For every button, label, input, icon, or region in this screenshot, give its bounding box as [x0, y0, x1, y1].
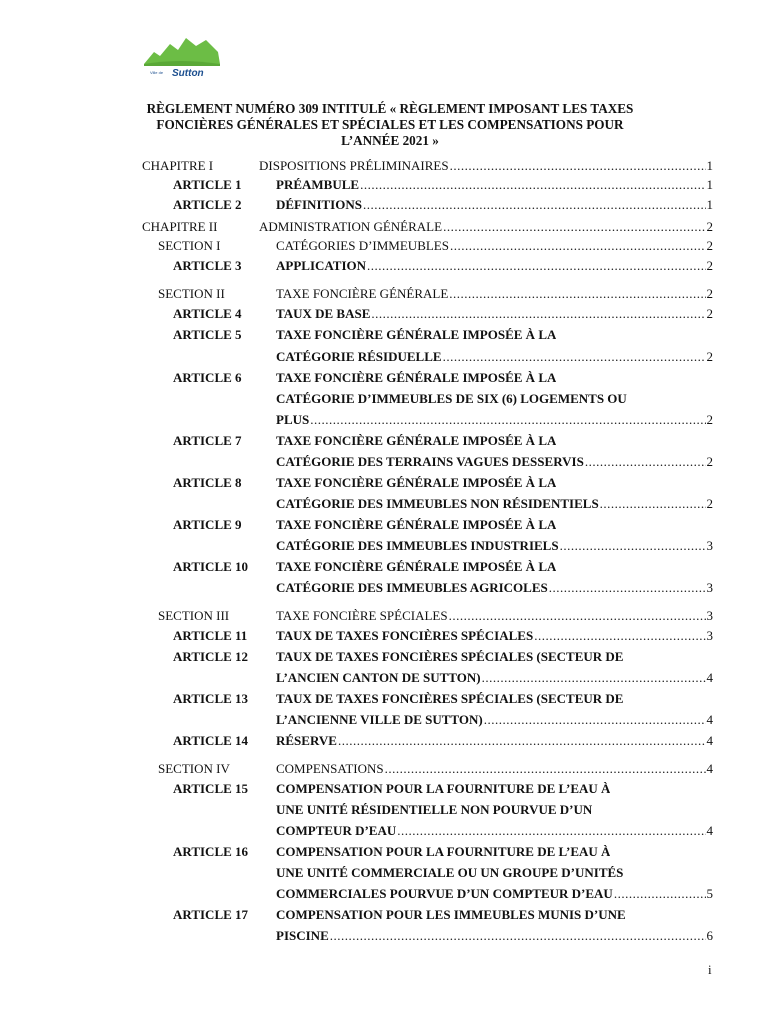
toc-leader-dots [560, 537, 706, 555]
toc-row [0, 558, 770, 576]
toc-row [0, 369, 770, 387]
toc-row [0, 537, 770, 555]
toc-page-number: 1 [706, 158, 713, 173]
toc-leader-dots [482, 669, 706, 687]
toc-entry[interactable] [276, 305, 713, 323]
toc-entry-title: TAXE FONCIÈRE GÉNÉRALE IMPOSÉE À LA [276, 433, 557, 448]
toc-leader-dots [614, 885, 706, 903]
toc-row [0, 648, 770, 666]
toc-row [0, 390, 770, 408]
toc-label: ARTICLE 13 [173, 691, 249, 706]
toc-leader-dots [397, 822, 705, 840]
toc-row [0, 432, 770, 450]
toc-entry-title: COMMERCIALES POURVUE D’UN COMPTEUR D’EAU [276, 886, 613, 901]
toc-page-number: 2 [706, 219, 713, 234]
toc-entry[interactable] [276, 453, 713, 471]
toc-entry-title: COMPENSATIONS [276, 761, 384, 776]
toc-page-number: 4 [706, 823, 713, 838]
toc-label: ARTICLE 15 [173, 781, 249, 796]
toc-leader-dots [449, 607, 706, 625]
toc-page-number: 2 [706, 454, 713, 469]
toc-label: ARTICLE 7 [173, 433, 242, 448]
toc-page-number: 3 [706, 538, 713, 553]
toc-page-number: 5 [706, 886, 713, 901]
toc-leader-dots [310, 411, 705, 429]
toc-label: ARTICLE 16 [173, 844, 249, 859]
toc-label: ARTICLE 12 [173, 649, 249, 664]
toc-entry-title: TAXE FONCIÈRE GÉNÉRALE IMPOSÉE À LA [276, 517, 557, 532]
toc-row [0, 348, 770, 366]
toc-row [0, 780, 770, 798]
toc-label: ARTICLE 17 [173, 907, 249, 922]
toc-entry-title: COMPENSATION POUR LES IMMEUBLES MUNIS D’UNE [276, 907, 626, 922]
toc-leader-dots [534, 627, 705, 645]
toc-page-number: 6 [706, 928, 713, 943]
toc-entry-title: CATÉGORIE D’IMMEUBLES DE SIX (6) LOGEMENTS OU [276, 391, 627, 406]
toc-leader-dots [449, 285, 705, 303]
toc-row [0, 927, 770, 945]
logo-small-text: Ville de [150, 70, 164, 75]
toc-entry-title: L’ANCIEN CANTON DE SUTTON) [276, 670, 481, 685]
toc-page-number: 4 [706, 712, 713, 727]
toc-row [0, 906, 770, 924]
toc-page-number: 2 [706, 286, 713, 301]
toc-entry-title: TAUX DE TAXES FONCIÈRES SPÉCIALES (SECTEUR DE [276, 649, 624, 664]
toc-entry-title: ADMINISTRATION GÉNÉRALE [259, 219, 443, 234]
toc-entry[interactable] [276, 760, 713, 778]
toc-entry-title: CATÉGORIE DES IMMEUBLES NON RÉSIDENTIELS [276, 496, 599, 511]
toc-row [0, 843, 770, 861]
toc-entry[interactable] [276, 690, 623, 708]
toc-page-number: 1 [706, 197, 713, 212]
toc-label: ARTICLE 9 [173, 517, 242, 532]
toc-leader-dots [600, 495, 706, 513]
toc-row [0, 257, 770, 275]
toc-page-number: 1 [706, 177, 713, 192]
toc-leader-dots [450, 157, 706, 175]
toc-entry-title: PRÉAMBULE [276, 177, 360, 192]
toc-row [0, 760, 770, 778]
toc-leader-dots [371, 305, 705, 323]
toc-row [0, 732, 770, 750]
toc-page-number: 2 [706, 412, 713, 427]
toc-entry-title: DISPOSITIONS PRÉLIMINAIRES [259, 158, 449, 173]
toc-label: ARTICLE 4 [173, 306, 242, 321]
toc-entry[interactable] [276, 780, 610, 798]
title-line: FONCIÈRES GÉNÉRALES ET SPÉCIALES ET LES COMPENSATIONS POUR [156, 117, 624, 132]
toc-row [0, 607, 770, 625]
toc-label: ARTICLE 8 [173, 475, 242, 490]
toc-entry-title: CATÉGORIE DES TERRAINS VAGUES DESSERVIS [276, 454, 584, 469]
toc-entry-title: TAXE FONCIÈRE GÉNÉRALE IMPOSÉE À LA [276, 475, 557, 490]
toc-entry-title: UNE UNITÉ RÉSIDENTIELLE NON POURVUE D’UN [276, 802, 593, 817]
toc-entry-title: CATÉGORIE DES IMMEUBLES INDUSTRIELS [276, 538, 559, 553]
toc-row [0, 495, 770, 513]
toc-page-number: 2 [706, 238, 713, 253]
toc-row [0, 305, 770, 323]
toc-entry-title: CATÉGORIE RÉSIDUELLE [276, 349, 442, 364]
toc-row [0, 801, 770, 819]
toc-label: SECTION II [158, 286, 225, 301]
toc-entry[interactable] [276, 326, 556, 344]
toc-page-number: 3 [706, 628, 713, 643]
toc-row [0, 326, 770, 344]
toc-entry-title: CATÉGORIES D’IMMEUBLES [276, 238, 449, 253]
toc-entry-title: TAUX DE BASE [276, 306, 371, 321]
toc-entry[interactable] [276, 369, 556, 387]
toc-leader-dots [367, 257, 705, 275]
title-line: L’ANNÉE 2021 » [341, 133, 439, 148]
toc-page-number: 4 [706, 733, 713, 748]
toc-page-number: 3 [706, 608, 713, 623]
toc-entry-title: L’ANCIENNE VILLE DE SUTTON) [276, 712, 483, 727]
toc-entry[interactable] [259, 218, 713, 236]
toc-leader-dots [450, 237, 706, 255]
toc-row [0, 627, 770, 645]
toc-label: ARTICLE 11 [173, 628, 248, 643]
toc-row [0, 218, 770, 236]
toc-entry[interactable] [276, 822, 713, 840]
toc-leader-dots [330, 927, 706, 945]
toc-entry[interactable] [276, 648, 623, 666]
toc-entry[interactable] [276, 537, 713, 555]
toc-label: SECTION IV [158, 761, 230, 776]
toc-entry[interactable] [276, 579, 713, 597]
toc-row [0, 669, 770, 687]
toc-row [0, 579, 770, 597]
toc-entry[interactable] [276, 390, 627, 408]
toc-entry-title: TAXE FONCIÈRE GÉNÉRALE IMPOSÉE À LA [276, 370, 557, 385]
toc-entry-title: COMPTEUR D’EAU [276, 823, 397, 838]
toc-label: CHAPITRE I [142, 158, 214, 173]
toc-row [0, 822, 770, 840]
toc-entry-title: PISCINE [276, 928, 329, 943]
toc-entry[interactable] [276, 711, 713, 729]
toc-row [0, 474, 770, 492]
toc-row [0, 885, 770, 903]
toc-entry[interactable] [276, 411, 713, 429]
toc-page-number: 3 [706, 580, 713, 595]
toc-row [0, 237, 770, 255]
toc-page-number: 4 [706, 761, 713, 776]
toc-entry[interactable] [259, 157, 713, 175]
toc-row [0, 516, 770, 534]
toc-entry-title: APPLICATION [276, 258, 367, 273]
toc-row [0, 285, 770, 303]
toc-entry[interactable] [276, 885, 713, 903]
toc-entry[interactable] [276, 843, 610, 861]
toc-page-number: 2 [706, 349, 713, 364]
toc-entry[interactable] [276, 474, 556, 492]
toc-entry-title: UNE UNITÉ COMMERCIALE OU UN GROUPE D’UNITÉS [276, 865, 624, 880]
toc-leader-dots [549, 579, 706, 597]
toc-page-number: 2 [706, 258, 713, 273]
toc-page-number: 4 [706, 670, 713, 685]
title-line: RÈGLEMENT NUMÉRO 309 INTITULÉ « RÈGLEMENT IMPOSANT LES TAXES [146, 101, 634, 116]
toc-entry[interactable] [276, 627, 713, 645]
toc-entry[interactable] [276, 285, 713, 303]
toc-entry-title: CATÉGORIE DES IMMEUBLES AGRICOLES [276, 580, 548, 595]
logo-text: Sutton [172, 68, 204, 79]
toc-leader-dots [338, 732, 706, 750]
page-number: i [708, 962, 712, 977]
toc-row [0, 690, 770, 708]
toc-leader-dots [363, 196, 706, 214]
toc-entry[interactable] [276, 669, 713, 687]
toc-label: ARTICLE 10 [173, 559, 249, 574]
toc-entry-title: PLUS [276, 412, 310, 427]
toc-label: ARTICLE 6 [173, 370, 242, 385]
toc-row [0, 157, 770, 175]
toc-leader-dots [360, 176, 705, 194]
toc-label: SECTION III [158, 608, 230, 623]
toc-entry[interactable] [276, 732, 713, 750]
toc-row [0, 453, 770, 471]
toc-entry[interactable] [276, 237, 713, 255]
toc-entry[interactable] [276, 257, 713, 275]
toc-leader-dots [443, 348, 706, 366]
toc-page-number: 2 [706, 306, 713, 321]
toc-page-number: 2 [706, 496, 713, 511]
toc-leader-dots [484, 711, 706, 729]
toc-entry[interactable] [276, 495, 713, 513]
toc-label: CHAPITRE II [142, 219, 218, 234]
toc-entry-title: TAUX DE TAXES FONCIÈRES SPÉCIALES [276, 628, 534, 643]
toc-entry[interactable] [276, 348, 713, 366]
toc-label: ARTICLE 2 [173, 197, 242, 212]
toc-row [0, 196, 770, 214]
toc-row [0, 176, 770, 194]
toc-label: ARTICLE 3 [173, 258, 242, 273]
toc-entry-title: RÉSERVE [276, 733, 337, 748]
toc-entry[interactable] [276, 176, 713, 194]
toc-entry-title: DÉFINITIONS [276, 197, 362, 212]
toc-entry-title: COMPENSATION POUR LA FOURNITURE DE L’EAU À [276, 844, 611, 859]
toc-label: ARTICLE 5 [173, 327, 242, 342]
toc-entry[interactable] [276, 927, 713, 945]
toc-entry[interactable] [276, 864, 623, 882]
toc-entry[interactable] [276, 558, 556, 576]
toc-row [0, 864, 770, 882]
toc-entry-title: TAXE FONCIÈRE GÉNÉRALE IMPOSÉE À LA [276, 559, 557, 574]
toc-entry[interactable] [276, 196, 713, 214]
toc-label: ARTICLE 14 [173, 733, 249, 748]
toc-label: SECTION I [158, 238, 221, 253]
toc-entry-title: TAXE FONCIÈRE GÉNÉRALE IMPOSÉE À LA [276, 327, 557, 342]
toc-entry-title: COMPENSATION POUR LA FOURNITURE DE L’EAU À [276, 781, 611, 796]
toc-label: ARTICLE 1 [173, 177, 242, 192]
toc-entry[interactable] [276, 607, 713, 625]
toc-entry[interactable] [276, 906, 626, 924]
toc-entry-title: TAXE FONCIÈRE SPÉCIALES [276, 608, 448, 623]
toc-entry-title: TAXE FONCIÈRE GÉNÉRALE [276, 286, 449, 301]
toc-row [0, 411, 770, 429]
toc-leader-dots [585, 453, 706, 471]
toc-leader-dots [443, 218, 705, 236]
toc-entry[interactable] [276, 432, 556, 450]
toc-entry[interactable] [276, 801, 592, 819]
toc-entry[interactable] [276, 516, 556, 534]
toc-row [0, 711, 770, 729]
toc-leader-dots [385, 760, 706, 778]
toc-entry-title: TAUX DE TAXES FONCIÈRES SPÉCIALES (SECTEUR DE [276, 691, 624, 706]
